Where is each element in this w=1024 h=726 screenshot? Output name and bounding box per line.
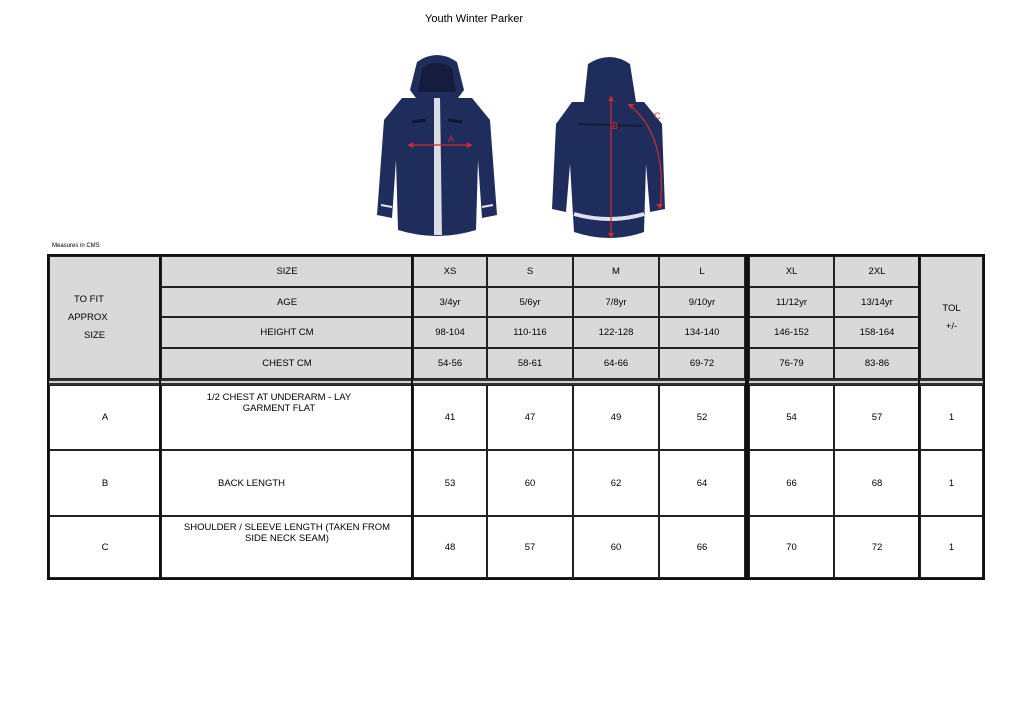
size-cell: XL [749, 256, 834, 287]
size-cell: L [659, 256, 745, 287]
measure-code: C [49, 516, 161, 578]
column-divider [159, 256, 161, 578]
measure-code: B [49, 450, 161, 516]
measure-value: 66 [749, 450, 834, 516]
measure-code: A [49, 385, 161, 450]
measure-value: 66 [659, 516, 745, 578]
height-cell: 158-164 [834, 317, 920, 348]
age-cell: 5/6yr [487, 287, 573, 317]
height-cell: 146-152 [749, 317, 834, 348]
chest-cell: 54-56 [413, 348, 487, 379]
chest-cell: 58-61 [487, 348, 573, 379]
measures-note: Measures in CMS [52, 243, 100, 249]
measure-tol: 1 [920, 385, 983, 450]
measure-value: 47 [487, 385, 573, 450]
age-cell: 11/12yr [749, 287, 834, 317]
measure-description: 1/2 CHEST AT UNDERARM - LAY GARMENT FLAT [161, 385, 413, 450]
height-cell: 122-128 [573, 317, 659, 348]
measure-value: 49 [573, 385, 659, 450]
measure-value: 48 [413, 516, 487, 578]
column-divider [918, 256, 920, 578]
column-divider [411, 256, 413, 578]
chest-row-label: CHEST CM [161, 348, 413, 379]
tol-header [920, 256, 983, 379]
measure-value: 57 [834, 385, 920, 450]
measure-value: 70 [749, 516, 834, 578]
diagram-label-c: C [654, 111, 661, 121]
size-cell: M [573, 256, 659, 287]
measure-value: 62 [573, 450, 659, 516]
measure-tol: 1 [920, 450, 983, 516]
tol-line-1: TOL [942, 302, 961, 314]
age-cell: 13/14yr [834, 287, 920, 317]
measure-tol: 1 [920, 516, 983, 578]
jacket-front-image [372, 50, 502, 242]
chest-cell: 64-66 [573, 348, 659, 379]
age-row-label: AGE [161, 287, 413, 317]
diagram-label-b: B [612, 121, 619, 131]
page-title: Youth Winter Parker [425, 13, 524, 25]
measure-value: 41 [413, 385, 487, 450]
jacket-back-image [540, 54, 680, 244]
size-spec-table [47, 254, 985, 580]
to-fit-line-3: SIZE [84, 329, 106, 341]
measure-description: BACK LENGTH [161, 450, 413, 516]
age-cell: 9/10yr [659, 287, 745, 317]
height-cell: 98-104 [413, 317, 487, 348]
to-fit-line-1: TO FIT [74, 293, 104, 305]
age-cell: 7/8yr [573, 287, 659, 317]
tol-line-2: +/- [945, 320, 958, 332]
height-cell: 110-116 [487, 317, 573, 348]
chest-cell: 76-79 [749, 348, 834, 379]
measure-value: 60 [573, 516, 659, 578]
age-cell: 3/4yr [413, 287, 487, 317]
measure-value: 64 [659, 450, 745, 516]
size-row-label: SIZE [161, 256, 413, 287]
column-divider-thick [745, 256, 749, 578]
size-cell: 2XL [834, 256, 920, 287]
measure-value: 60 [487, 450, 573, 516]
height-cell: 134-140 [659, 317, 745, 348]
measure-value: 57 [487, 516, 573, 578]
measure-value: 72 [834, 516, 920, 578]
measure-value: 52 [659, 385, 745, 450]
measure-value: 53 [413, 450, 487, 516]
chest-cell: 69-72 [659, 348, 745, 379]
measure-value: 68 [834, 450, 920, 516]
height-row-label: HEIGHT CM [161, 317, 413, 348]
diagram-label-a: A [448, 134, 455, 144]
measure-description: SHOULDER / SLEEVE LENGTH (TAKEN FROM SIDE NECK SEAM) [161, 516, 413, 578]
size-cell: XS [413, 256, 487, 287]
size-cell: S [487, 256, 573, 287]
to-fit-header [49, 256, 161, 379]
to-fit-line-2: APPROX [68, 311, 108, 323]
chest-cell: 83-86 [834, 348, 920, 379]
measure-value: 54 [749, 385, 834, 450]
